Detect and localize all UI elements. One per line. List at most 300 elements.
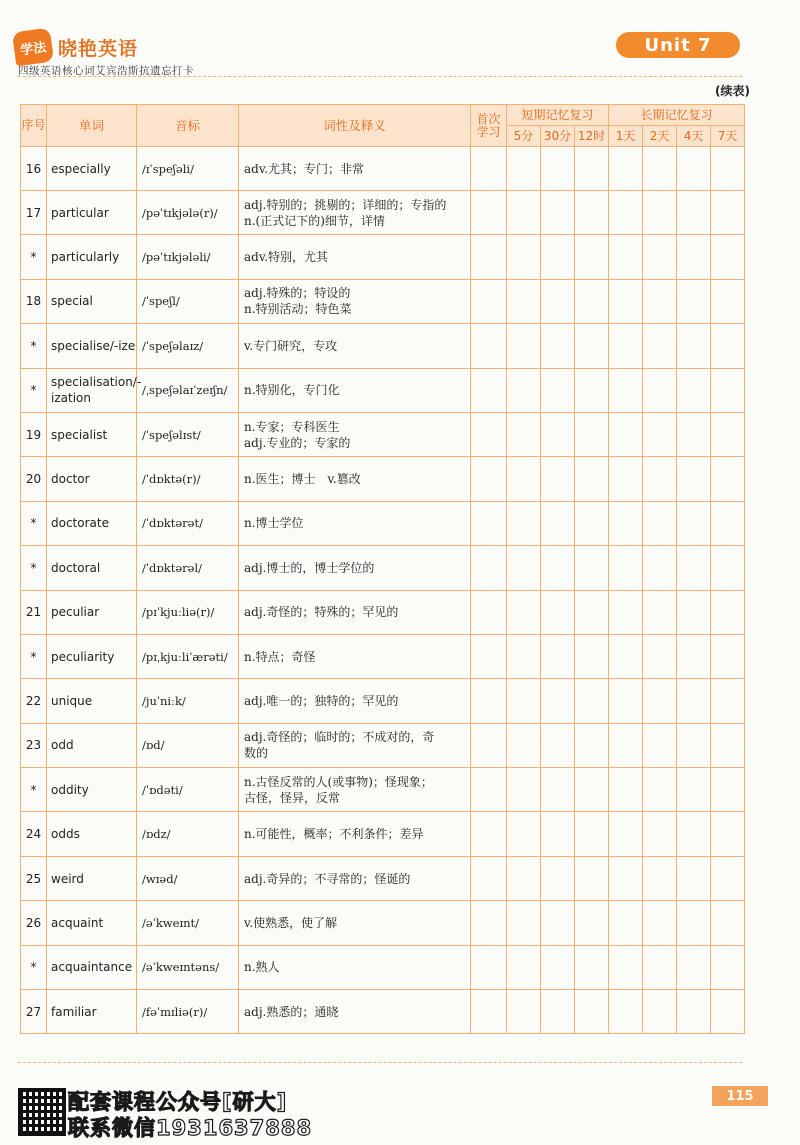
row-number: * bbox=[21, 324, 47, 368]
definition-line: n.专家；专科医生 bbox=[244, 419, 340, 434]
brand bbox=[14, 30, 138, 64]
row-word: acquaint bbox=[47, 901, 137, 945]
review-checkbox-cell[interactable] bbox=[471, 768, 507, 812]
review-checkbox-cell[interactable] bbox=[711, 457, 745, 501]
review-checkbox-cell[interactable] bbox=[643, 990, 677, 1034]
row-number: * bbox=[21, 368, 47, 412]
review-checkbox-cell[interactable] bbox=[541, 368, 575, 412]
review-checkbox-cell[interactable] bbox=[677, 590, 711, 634]
review-checkbox-cell[interactable] bbox=[711, 191, 745, 235]
definition-line: 古怪，怪异，反常 bbox=[244, 790, 341, 805]
review-checkbox-cell[interactable] bbox=[541, 768, 575, 812]
row-phonetic: /əˈkweɪntəns/ bbox=[137, 945, 239, 989]
review-checkbox-cell[interactable] bbox=[575, 768, 609, 812]
row-word: unique bbox=[47, 679, 137, 723]
definition-line: adv.特别，尤其 bbox=[244, 250, 329, 265]
row-word: doctorate bbox=[47, 501, 137, 545]
review-checkbox-cell[interactable] bbox=[541, 679, 575, 723]
review-checkbox-cell[interactable] bbox=[677, 191, 711, 235]
row-word: doctor bbox=[47, 457, 137, 501]
review-checkbox-cell[interactable] bbox=[471, 457, 507, 501]
review-checkbox-cell[interactable] bbox=[507, 634, 541, 678]
review-checkbox-cell[interactable] bbox=[711, 856, 745, 900]
review-checkbox-cell[interactable] bbox=[575, 368, 609, 412]
row-phonetic: /ˈspeʃəlɪst/ bbox=[137, 412, 239, 456]
table-row bbox=[21, 590, 745, 634]
review-checkbox-cell[interactable] bbox=[711, 768, 745, 812]
header-short-1: 30分 bbox=[541, 126, 575, 147]
row-phonetic: /pɪˌkjuːliˈærəti/ bbox=[137, 634, 239, 678]
review-checkbox-cell[interactable] bbox=[677, 945, 711, 989]
table-row bbox=[21, 856, 745, 900]
row-definition bbox=[239, 279, 471, 323]
row-number: 17 bbox=[21, 191, 47, 235]
review-checkbox-cell[interactable] bbox=[677, 457, 711, 501]
review-checkbox-cell[interactable] bbox=[575, 679, 609, 723]
review-checkbox-cell[interactable] bbox=[507, 324, 541, 368]
review-checkbox-cell[interactable] bbox=[471, 590, 507, 634]
review-checkbox-cell[interactable] bbox=[507, 856, 541, 900]
review-checkbox-cell[interactable] bbox=[677, 901, 711, 945]
definition-line: adj.博士的，博士学位的 bbox=[244, 560, 375, 575]
header-num: 序号 bbox=[21, 105, 47, 147]
review-checkbox-cell[interactable] bbox=[677, 856, 711, 900]
definition-line: n.博士学位 bbox=[244, 516, 304, 531]
table-row bbox=[21, 679, 745, 723]
review-checkbox-cell[interactable] bbox=[711, 235, 745, 279]
review-checkbox-cell[interactable] bbox=[575, 901, 609, 945]
definition-line: n.古怪反常的人(或事物)；怪现象； bbox=[244, 774, 433, 789]
row-definition bbox=[239, 856, 471, 900]
table-row bbox=[21, 768, 745, 812]
review-checkbox-cell[interactable] bbox=[575, 457, 609, 501]
review-checkbox-cell[interactable] bbox=[471, 546, 507, 590]
row-word: peculiarity bbox=[47, 634, 137, 678]
review-checkbox-cell[interactable] bbox=[575, 235, 609, 279]
table-row bbox=[21, 501, 745, 545]
review-checkbox-cell[interactable] bbox=[643, 590, 677, 634]
row-word: acquaintance bbox=[47, 945, 137, 989]
review-checkbox-cell[interactable] bbox=[471, 501, 507, 545]
review-checkbox-cell[interactable] bbox=[643, 368, 677, 412]
row-word: particularly bbox=[47, 235, 137, 279]
page-number: 115 bbox=[712, 1086, 768, 1106]
header-long-1: 2天 bbox=[643, 126, 677, 147]
row-word: specialise/-ize bbox=[47, 324, 137, 368]
row-definition bbox=[239, 191, 471, 235]
header-phonetic: 音标 bbox=[137, 105, 239, 147]
row-phonetic: /juˈniːk/ bbox=[137, 679, 239, 723]
review-checkbox-cell[interactable] bbox=[711, 634, 745, 678]
table-row bbox=[21, 147, 745, 191]
review-checkbox-cell[interactable] bbox=[507, 412, 541, 456]
review-checkbox-cell[interactable] bbox=[677, 501, 711, 545]
review-checkbox-cell[interactable] bbox=[575, 990, 609, 1034]
row-definition bbox=[239, 679, 471, 723]
review-checkbox-cell[interactable] bbox=[711, 901, 745, 945]
header-short-2: 12时 bbox=[575, 126, 609, 147]
review-checkbox-cell[interactable] bbox=[541, 324, 575, 368]
row-phonetic: /ˈspeʃl/ bbox=[137, 279, 239, 323]
review-checkbox-cell[interactable] bbox=[507, 768, 541, 812]
definition-line: v.专门研究，专攻 bbox=[244, 338, 338, 353]
table-row bbox=[21, 457, 745, 501]
review-checkbox-cell[interactable] bbox=[575, 723, 609, 767]
review-checkbox-cell[interactable] bbox=[609, 368, 643, 412]
review-checkbox-cell[interactable] bbox=[643, 723, 677, 767]
review-checkbox-cell[interactable] bbox=[541, 191, 575, 235]
row-definition bbox=[239, 723, 471, 767]
review-checkbox-cell[interactable] bbox=[711, 279, 745, 323]
review-checkbox-cell[interactable] bbox=[677, 768, 711, 812]
review-checkbox-cell[interactable] bbox=[575, 191, 609, 235]
row-word: peculiar bbox=[47, 590, 137, 634]
brand-name: 晓艳英语 bbox=[58, 37, 139, 60]
review-checkbox-cell[interactable] bbox=[507, 368, 541, 412]
table-row bbox=[21, 191, 745, 235]
review-checkbox-cell[interactable] bbox=[677, 990, 711, 1034]
review-checkbox-cell[interactable] bbox=[643, 457, 677, 501]
review-checkbox-cell[interactable] bbox=[677, 546, 711, 590]
review-checkbox-cell[interactable] bbox=[541, 723, 575, 767]
review-checkbox-cell[interactable] bbox=[609, 457, 643, 501]
row-number: 26 bbox=[21, 901, 47, 945]
review-checkbox-cell[interactable] bbox=[609, 235, 643, 279]
header-long-0: 1天 bbox=[609, 126, 643, 147]
definition-line: adj.特别的；挑剔的；详细的；专指的 bbox=[244, 197, 447, 212]
row-definition bbox=[239, 324, 471, 368]
review-checkbox-cell[interactable] bbox=[507, 457, 541, 501]
row-number: * bbox=[21, 235, 47, 279]
review-checkbox-cell[interactable] bbox=[711, 147, 745, 191]
review-checkbox-cell[interactable] bbox=[609, 501, 643, 545]
review-checkbox-cell[interactable] bbox=[541, 812, 575, 856]
definition-line: n.医生；博士 v.篡改 bbox=[244, 472, 361, 487]
row-definition bbox=[239, 945, 471, 989]
review-checkbox-cell[interactable] bbox=[541, 990, 575, 1034]
definition-line: n.特别活动；特色菜 bbox=[244, 302, 352, 317]
row-definition bbox=[239, 412, 471, 456]
review-checkbox-cell[interactable] bbox=[609, 546, 643, 590]
table-row bbox=[21, 546, 745, 590]
review-checkbox-cell[interactable] bbox=[609, 723, 643, 767]
definition-line: 数的 bbox=[244, 746, 269, 761]
table-row bbox=[21, 634, 745, 678]
row-phonetic: /pɪˈkjuːliə(r)/ bbox=[137, 590, 239, 634]
row-phonetic: /ˈdɒktərət/ bbox=[137, 501, 239, 545]
row-phonetic: /pəˈtɪkjələli/ bbox=[137, 235, 239, 279]
review-checkbox-cell[interactable] bbox=[507, 546, 541, 590]
definition-line: n.特别化，专门化 bbox=[244, 383, 340, 398]
review-checkbox-cell[interactable] bbox=[609, 191, 643, 235]
review-checkbox-cell[interactable] bbox=[609, 412, 643, 456]
review-checkbox-cell[interactable] bbox=[471, 324, 507, 368]
book-subtitle: 四级英语核心词艾宾浩斯抗遗忘打卡 bbox=[18, 65, 194, 77]
review-checkbox-cell[interactable] bbox=[471, 723, 507, 767]
review-checkbox-cell[interactable] bbox=[643, 501, 677, 545]
row-definition bbox=[239, 590, 471, 634]
row-phonetic: /wɪəd/ bbox=[137, 856, 239, 900]
review-checkbox-cell[interactable] bbox=[541, 634, 575, 678]
definition-line: adj.熟悉的；通晓 bbox=[244, 1004, 339, 1019]
review-checkbox-cell[interactable] bbox=[471, 634, 507, 678]
footer-divider bbox=[18, 1062, 742, 1063]
review-checkbox-cell[interactable] bbox=[471, 990, 507, 1034]
row-number: 18 bbox=[21, 279, 47, 323]
row-number: 16 bbox=[21, 147, 47, 191]
review-checkbox-cell[interactable] bbox=[711, 990, 745, 1034]
review-checkbox-cell[interactable] bbox=[643, 191, 677, 235]
review-checkbox-cell[interactable] bbox=[609, 324, 643, 368]
review-checkbox-cell[interactable] bbox=[609, 901, 643, 945]
review-checkbox-cell[interactable] bbox=[471, 812, 507, 856]
review-checkbox-cell[interactable] bbox=[541, 501, 575, 545]
review-checkbox-cell[interactable] bbox=[471, 945, 507, 989]
header-divider bbox=[18, 76, 742, 77]
row-number: 20 bbox=[21, 457, 47, 501]
review-checkbox-cell[interactable] bbox=[471, 235, 507, 279]
review-checkbox-cell[interactable] bbox=[711, 501, 745, 545]
review-checkbox-cell[interactable] bbox=[575, 147, 609, 191]
row-word: particular bbox=[47, 191, 137, 235]
table-row bbox=[21, 279, 745, 323]
review-checkbox-cell[interactable] bbox=[711, 679, 745, 723]
review-checkbox-cell[interactable] bbox=[541, 457, 575, 501]
row-word: special bbox=[47, 279, 137, 323]
review-checkbox-cell[interactable] bbox=[507, 723, 541, 767]
review-checkbox-cell[interactable] bbox=[575, 634, 609, 678]
row-number: * bbox=[21, 768, 47, 812]
review-checkbox-cell[interactable] bbox=[575, 279, 609, 323]
review-checkbox-cell[interactable] bbox=[471, 679, 507, 723]
row-word: specialisation/-ization bbox=[47, 368, 137, 412]
review-checkbox-cell[interactable] bbox=[677, 279, 711, 323]
review-checkbox-cell[interactable] bbox=[541, 412, 575, 456]
row-phonetic: /əˈkweɪnt/ bbox=[137, 901, 239, 945]
row-definition bbox=[239, 768, 471, 812]
review-checkbox-cell[interactable] bbox=[507, 945, 541, 989]
review-checkbox-cell[interactable] bbox=[575, 412, 609, 456]
review-checkbox-cell[interactable] bbox=[643, 147, 677, 191]
review-checkbox-cell[interactable] bbox=[507, 812, 541, 856]
review-checkbox-cell[interactable] bbox=[541, 147, 575, 191]
review-checkbox-cell[interactable] bbox=[609, 990, 643, 1034]
review-checkbox-cell[interactable] bbox=[643, 812, 677, 856]
review-checkbox-cell[interactable] bbox=[471, 147, 507, 191]
review-checkbox-cell[interactable] bbox=[541, 546, 575, 590]
review-checkbox-cell[interactable] bbox=[677, 634, 711, 678]
row-definition bbox=[239, 457, 471, 501]
row-word: especially bbox=[47, 147, 137, 191]
header-definition: 词性及释义 bbox=[239, 105, 471, 147]
row-definition bbox=[239, 235, 471, 279]
row-definition bbox=[239, 634, 471, 678]
review-checkbox-cell[interactable] bbox=[677, 679, 711, 723]
review-checkbox-cell[interactable] bbox=[643, 279, 677, 323]
review-checkbox-cell[interactable] bbox=[677, 324, 711, 368]
row-phonetic: /ˌspeʃəlaɪˈzeɪʃn/ bbox=[137, 368, 239, 412]
review-checkbox-cell[interactable] bbox=[541, 590, 575, 634]
review-checkbox-cell[interactable] bbox=[677, 147, 711, 191]
review-checkbox-cell[interactable] bbox=[507, 901, 541, 945]
review-checkbox-cell[interactable] bbox=[575, 812, 609, 856]
review-checkbox-cell[interactable] bbox=[575, 324, 609, 368]
review-checkbox-cell[interactable] bbox=[677, 412, 711, 456]
review-checkbox-cell[interactable] bbox=[609, 147, 643, 191]
row-phonetic: /fəˈmɪliə(r)/ bbox=[137, 990, 239, 1034]
review-checkbox-cell[interactable] bbox=[507, 590, 541, 634]
review-checkbox-cell[interactable] bbox=[471, 856, 507, 900]
review-checkbox-cell[interactable] bbox=[643, 412, 677, 456]
row-definition bbox=[239, 812, 471, 856]
review-checkbox-cell[interactable] bbox=[643, 945, 677, 989]
review-checkbox-cell[interactable] bbox=[575, 856, 609, 900]
review-checkbox-cell[interactable] bbox=[507, 990, 541, 1034]
row-number: 25 bbox=[21, 856, 47, 900]
review-checkbox-cell[interactable] bbox=[575, 501, 609, 545]
definition-line: n.可能性，概率；不利条件；差异 bbox=[244, 827, 424, 842]
review-checkbox-cell[interactable] bbox=[609, 945, 643, 989]
review-checkbox-cell[interactable] bbox=[711, 368, 745, 412]
review-checkbox-cell[interactable] bbox=[677, 235, 711, 279]
review-checkbox-cell[interactable] bbox=[507, 191, 541, 235]
review-checkbox-cell[interactable] bbox=[471, 412, 507, 456]
row-phonetic: /ɒd/ bbox=[137, 723, 239, 767]
row-number: 24 bbox=[21, 812, 47, 856]
review-checkbox-cell[interactable] bbox=[609, 856, 643, 900]
row-word: doctoral bbox=[47, 546, 137, 590]
header-first-study: 首次学习 bbox=[471, 105, 507, 147]
review-checkbox-cell[interactable] bbox=[711, 723, 745, 767]
review-checkbox-cell[interactable] bbox=[507, 235, 541, 279]
definition-line: n.熟人 bbox=[244, 960, 280, 975]
row-number: * bbox=[21, 945, 47, 989]
review-checkbox-cell[interactable] bbox=[711, 546, 745, 590]
table-row bbox=[21, 990, 745, 1034]
row-number: 21 bbox=[21, 590, 47, 634]
review-checkbox-cell[interactable] bbox=[643, 634, 677, 678]
table-row bbox=[21, 412, 745, 456]
review-checkbox-cell[interactable] bbox=[677, 368, 711, 412]
review-checkbox-cell[interactable] bbox=[471, 901, 507, 945]
row-definition bbox=[239, 368, 471, 412]
brand-logo-icon: 学法 bbox=[12, 28, 54, 67]
definition-line: adj.唯一的；独特的；罕见的 bbox=[244, 693, 399, 708]
row-phonetic: /ˈɒdəti/ bbox=[137, 768, 239, 812]
header-long-3: 7天 bbox=[711, 126, 745, 147]
review-checkbox-cell[interactable] bbox=[471, 191, 507, 235]
review-checkbox-cell[interactable] bbox=[541, 856, 575, 900]
unit-badge: Unit 7 bbox=[616, 32, 740, 58]
table-row bbox=[21, 235, 745, 279]
review-checkbox-cell[interactable] bbox=[541, 901, 575, 945]
review-checkbox-cell[interactable] bbox=[711, 590, 745, 634]
definition-line: adv.尤其；专门；非常 bbox=[244, 161, 365, 176]
review-checkbox-cell[interactable] bbox=[541, 279, 575, 323]
qr-code-icon bbox=[18, 1088, 66, 1136]
review-checkbox-cell[interactable] bbox=[643, 679, 677, 723]
review-checkbox-cell[interactable] bbox=[609, 679, 643, 723]
row-phonetic: /ˈspeʃəlaɪz/ bbox=[137, 324, 239, 368]
review-checkbox-cell[interactable] bbox=[643, 768, 677, 812]
review-checkbox-cell[interactable] bbox=[643, 901, 677, 945]
row-number: 23 bbox=[21, 723, 47, 767]
row-word: weird bbox=[47, 856, 137, 900]
review-checkbox-cell[interactable] bbox=[609, 812, 643, 856]
review-checkbox-cell[interactable] bbox=[711, 324, 745, 368]
row-phonetic: /ˈdɒktərəl/ bbox=[137, 546, 239, 590]
review-checkbox-cell[interactable] bbox=[507, 501, 541, 545]
review-checkbox-cell[interactable] bbox=[575, 546, 609, 590]
row-definition bbox=[239, 147, 471, 191]
row-definition bbox=[239, 501, 471, 545]
review-checkbox-cell[interactable] bbox=[677, 723, 711, 767]
definition-line: n.(正式记下的)细节，详情 bbox=[244, 213, 385, 228]
promo-line-2: 联系微信1931637888 bbox=[68, 1116, 313, 1140]
header-short-0: 5分 bbox=[507, 126, 541, 147]
definition-line: adj.专业的；专家的 bbox=[244, 435, 351, 450]
review-checkbox-cell[interactable] bbox=[643, 324, 677, 368]
review-checkbox-cell[interactable] bbox=[609, 768, 643, 812]
row-phonetic: /pəˈtɪkjələ(r)/ bbox=[137, 191, 239, 235]
promo-line-1: 配套课程公众号[研大] bbox=[68, 1090, 288, 1114]
review-checkbox-cell[interactable] bbox=[575, 945, 609, 989]
review-checkbox-cell[interactable] bbox=[643, 546, 677, 590]
review-checkbox-cell[interactable] bbox=[677, 812, 711, 856]
row-number: * bbox=[21, 501, 47, 545]
row-number: 27 bbox=[21, 990, 47, 1034]
row-phonetic: /ɪˈspeʃəli/ bbox=[137, 147, 239, 191]
definition-line: adj.奇异的；不寻常的；怪诞的 bbox=[244, 871, 411, 886]
row-word: odds bbox=[47, 812, 137, 856]
row-definition bbox=[239, 546, 471, 590]
row-definition bbox=[239, 990, 471, 1034]
row-word: odd bbox=[47, 723, 137, 767]
row-phonetic: /ɒdz/ bbox=[137, 812, 239, 856]
definition-line: n.特点；奇怪 bbox=[244, 649, 316, 664]
review-checkbox-cell[interactable] bbox=[541, 235, 575, 279]
review-checkbox-cell[interactable] bbox=[507, 279, 541, 323]
row-word: familiar bbox=[47, 990, 137, 1034]
table-row bbox=[21, 945, 745, 989]
review-checkbox-cell[interactable] bbox=[711, 945, 745, 989]
row-number: 22 bbox=[21, 679, 47, 723]
definition-line: adj.奇怪的；特殊的；罕见的 bbox=[244, 605, 399, 620]
review-checkbox-cell[interactable] bbox=[643, 856, 677, 900]
header-short-review: 短期记忆复习 bbox=[507, 105, 609, 126]
review-checkbox-cell[interactable] bbox=[507, 679, 541, 723]
continued-label: (续表) bbox=[715, 84, 750, 98]
header-long-review: 长期记忆复习 bbox=[609, 105, 745, 126]
review-checkbox-cell[interactable] bbox=[575, 590, 609, 634]
row-word: oddity bbox=[47, 768, 137, 812]
review-checkbox-cell[interactable] bbox=[711, 412, 745, 456]
review-checkbox-cell[interactable] bbox=[609, 590, 643, 634]
review-checkbox-cell[interactable] bbox=[609, 279, 643, 323]
row-number: 19 bbox=[21, 412, 47, 456]
review-checkbox-cell[interactable] bbox=[471, 368, 507, 412]
review-checkbox-cell[interactable] bbox=[711, 812, 745, 856]
definition-line: adj.特殊的；特设的 bbox=[244, 286, 351, 301]
review-checkbox-cell[interactable] bbox=[541, 945, 575, 989]
review-checkbox-cell[interactable] bbox=[507, 147, 541, 191]
review-checkbox-cell[interactable] bbox=[643, 235, 677, 279]
review-checkbox-cell[interactable] bbox=[471, 279, 507, 323]
header-word: 单词 bbox=[47, 105, 137, 147]
review-checkbox-cell[interactable] bbox=[609, 634, 643, 678]
table-row bbox=[21, 324, 745, 368]
table-row bbox=[21, 812, 745, 856]
